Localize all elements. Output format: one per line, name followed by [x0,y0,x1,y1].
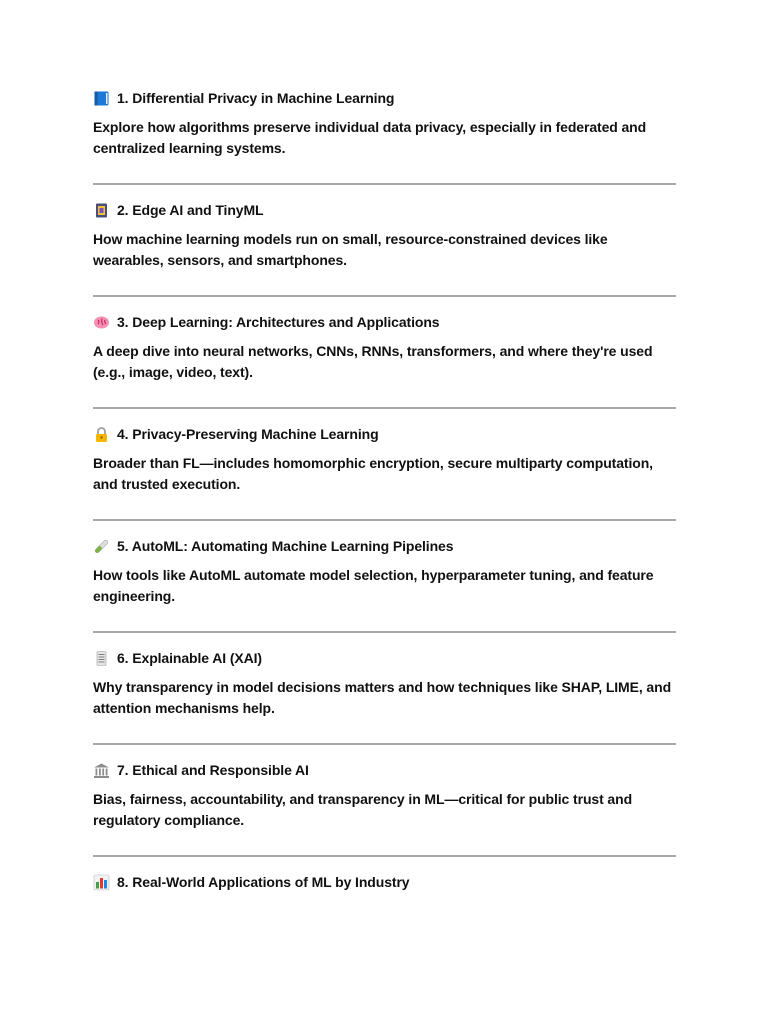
topic-item [93,310,676,383]
topic-item [93,870,676,894]
topic-description: How machine learning models run on small, resource-constrained devices like wearables, sensors, and smartphones. [93,231,608,268]
classical-building-icon [93,762,110,779]
topic-title: 5. AutoML: Automating Machine Learning Pipelines [117,538,454,554]
topic-title: 8. Real-World Applications of ML by Industry [117,874,410,890]
divider [93,519,676,521]
blue-book-icon [93,90,110,107]
topic-header [93,422,676,446]
topic-title: 7. Ethical and Responsible AI [117,762,309,778]
bar-chart-icon [93,874,110,891]
lock-icon [93,426,110,443]
divider [93,855,676,857]
topic-title: 3. Deep Learning: Architectures and Applications [117,314,440,330]
topic-description: Why transparency in model decisions matters and how techniques like SHAP, LIME, and attention mechanisms help. [93,679,672,716]
topic-title: 4. Privacy-Preserving Machine Learning [117,426,379,442]
topic-description: A deep dive into neural networks, CNNs, RNNs, transformers, and where they're used (e.g., image, video, text). [93,343,653,380]
topic-description: Explore how algorithms preserve individual data privacy, especially in federated and centralized learning systems. [93,119,647,156]
topic-title: 6. Explainable AI (XAI) [117,650,262,666]
topic-header [93,758,676,782]
topic-description: How tools like AutoML automate model selection, hyperparameter tuning, and feature engineering. [93,567,654,604]
topic-header [93,310,676,334]
topic-title: 1. Differential Privacy in Machine Learning [117,90,395,106]
test-tube-icon [93,538,110,555]
divider [93,743,676,745]
topic-header [93,646,676,670]
topic-item [93,422,676,495]
topic-item [93,534,676,607]
topic-header [93,86,676,110]
topic-description: Broader than FL—includes homomorphic encryption, secure multiparty computation, and trusted execution. [93,455,653,492]
divider [93,407,676,409]
divider [93,295,676,297]
topic-item [93,646,676,719]
topic-item [93,758,676,831]
scroll-icon [93,650,110,667]
topic-list [93,86,676,894]
topic-item [93,198,676,271]
microchip-icon [93,202,110,219]
topic-header [93,870,676,894]
topic-header [93,534,676,558]
topic-description: Bias, fairness, accountability, and transparency in ML—critical for public trust and regulatory compliance. [93,791,633,828]
topic-item [93,86,676,159]
topic-title: 2. Edge AI and TinyML [117,202,264,218]
brain-icon [93,314,110,331]
divider [93,631,676,633]
topic-header [93,198,676,222]
divider [93,183,676,185]
